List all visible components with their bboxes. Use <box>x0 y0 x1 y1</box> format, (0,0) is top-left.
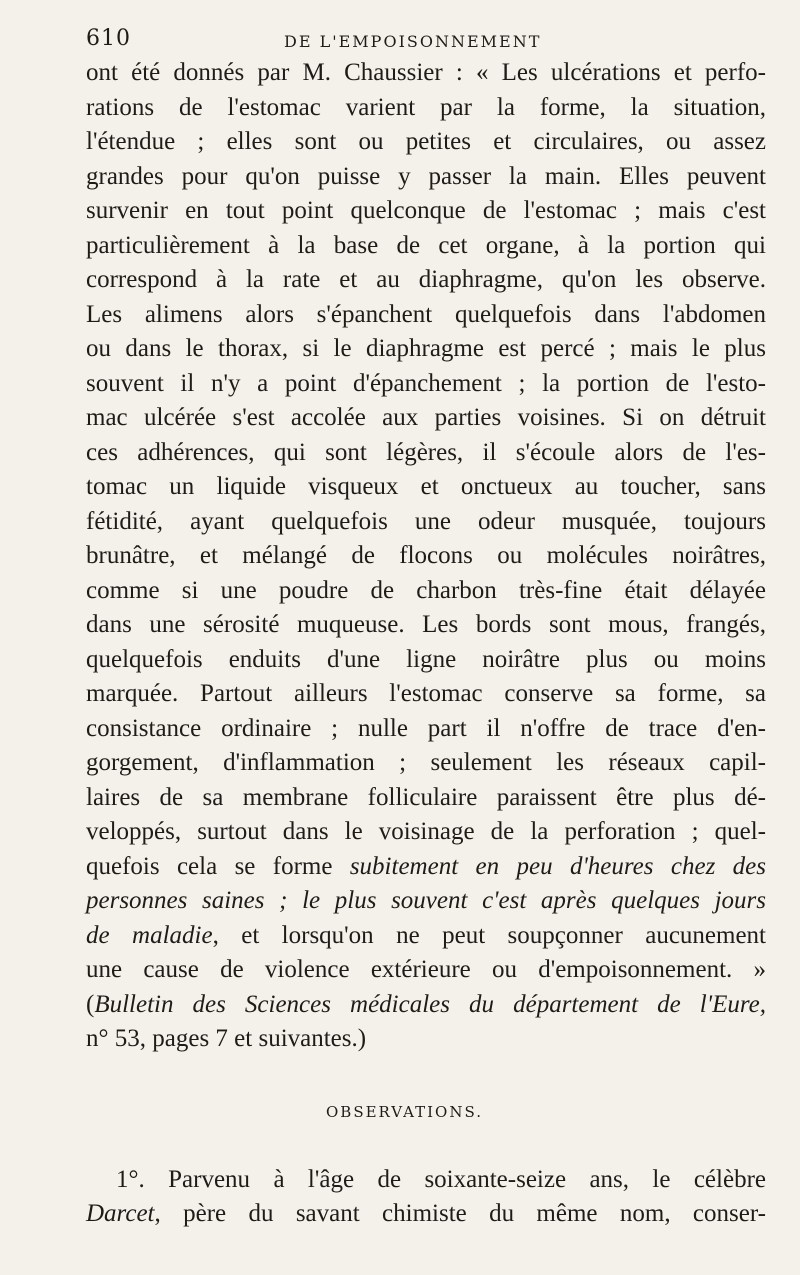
italic-text: de maladie <box>86 921 213 949</box>
roman-text: , et lorsqu'on ne peut soupçonner aucunement <box>212 921 766 949</box>
observation-paragraph <box>86 1163 766 1232</box>
text-line: ou dans le thorax, si le diaphragme est percé ; mais le plus <box>86 335 766 362</box>
quotation-paragraph <box>86 56 766 1057</box>
text-line: brunâtre, et mélangé de flocons ou molécules noirâtres, <box>86 542 766 569</box>
text-line: veloppés, surtout dans le voisinage de la perforation ; quel- <box>86 818 766 845</box>
citation-line <box>86 988 766 1023</box>
text-line: laires de sa membrane folliculaire paraissent être plus dé- <box>86 783 766 811</box>
text-line: gorgement, d'inflammation ; seulement les réseaux capil- <box>86 749 766 776</box>
text-line: particulièrement à la base de cet organe, à la portion qui <box>86 231 766 259</box>
text-line: grandes pour qu'on puisse y passer la main. Elles peuvent <box>86 162 766 190</box>
text-line-italic: personnes saines ; le plus souvent c'est après quelques jours <box>86 887 766 914</box>
text-line: ont été donnés par M. Chaussier : « Les ulcérations et perfo- <box>86 59 766 86</box>
text-line: quelquefois enduits d'une ligne noirâtre plus ou moins <box>86 645 766 673</box>
text-line: Les alimens alors s'épanchent quelquefois dans l'abdomen <box>86 300 766 328</box>
text-line: tomac un liquide visqueux et onctueux au toucher, sans <box>86 473 766 500</box>
roman-text: quefois cela se forme <box>86 852 350 880</box>
text-line-mixed <box>86 919 766 954</box>
text-line: comme si une poudre de charbon très-fine était délayée <box>86 576 766 604</box>
text-line: marquée. Partout ailleurs l'estomac conserve sa forme, sa <box>86 680 766 707</box>
open-paren: ( <box>86 990 95 1018</box>
text-line: correspond à la rate et au diaphragme, qu'on les observe. <box>86 266 766 293</box>
text-line: survenir en tout point quelconque de l'estomac ; mais c'est <box>86 197 766 224</box>
text-line: l'étendue ; elles sont ou petites et circulaires, ou assez <box>86 128 766 155</box>
italic-text: subitement en peu d'heures chez des <box>349 852 766 880</box>
text-line: 1°. Parvenu à l'âge de soixante-seize ans, le célèbre <box>116 1165 766 1193</box>
section-heading: OBSERVATIONS. <box>326 1102 483 1121</box>
text-line: dans une sérosité muqueuse. Les bords sont mous, frangés, <box>86 611 766 638</box>
page-number: 610 <box>86 26 131 51</box>
citation-pages: n° 53, pages 7 et suivantes.) <box>86 1025 367 1052</box>
person-name: Darcet <box>86 1200 155 1227</box>
text-line: mac ulcérée s'est accolée aux parties voisines. Si on détruit <box>86 404 766 431</box>
text-line: ces adhérences, qui sont légères, il s'écoule alors de l'es- <box>86 438 766 466</box>
text-line-mixed <box>86 1197 766 1232</box>
text-line: souvent il n'y a point d'épanchement ; la portion de l'esto- <box>86 369 766 397</box>
text-line-mixed <box>86 850 766 885</box>
citation-title: Bulletin des Sciences médicales du département de l'Eure, <box>94 990 766 1018</box>
text-line: une cause de violence extérieure ou d'empoisonnement. » <box>86 956 766 983</box>
text-line: fétidité, ayant quelquefois une odeur musquée, toujours <box>86 507 766 535</box>
running-head <box>86 18 764 56</box>
running-title: DE L'EMPOISONNEMENT <box>284 32 542 51</box>
text-line: rations de l'estomac varient par la forme, la situation, <box>86 93 766 121</box>
text-line: consistance ordinaire ; nulle part il n'offre de trace d'en- <box>86 714 766 742</box>
roman-text: , père du savant chimiste du même nom, conser- <box>154 1200 766 1227</box>
